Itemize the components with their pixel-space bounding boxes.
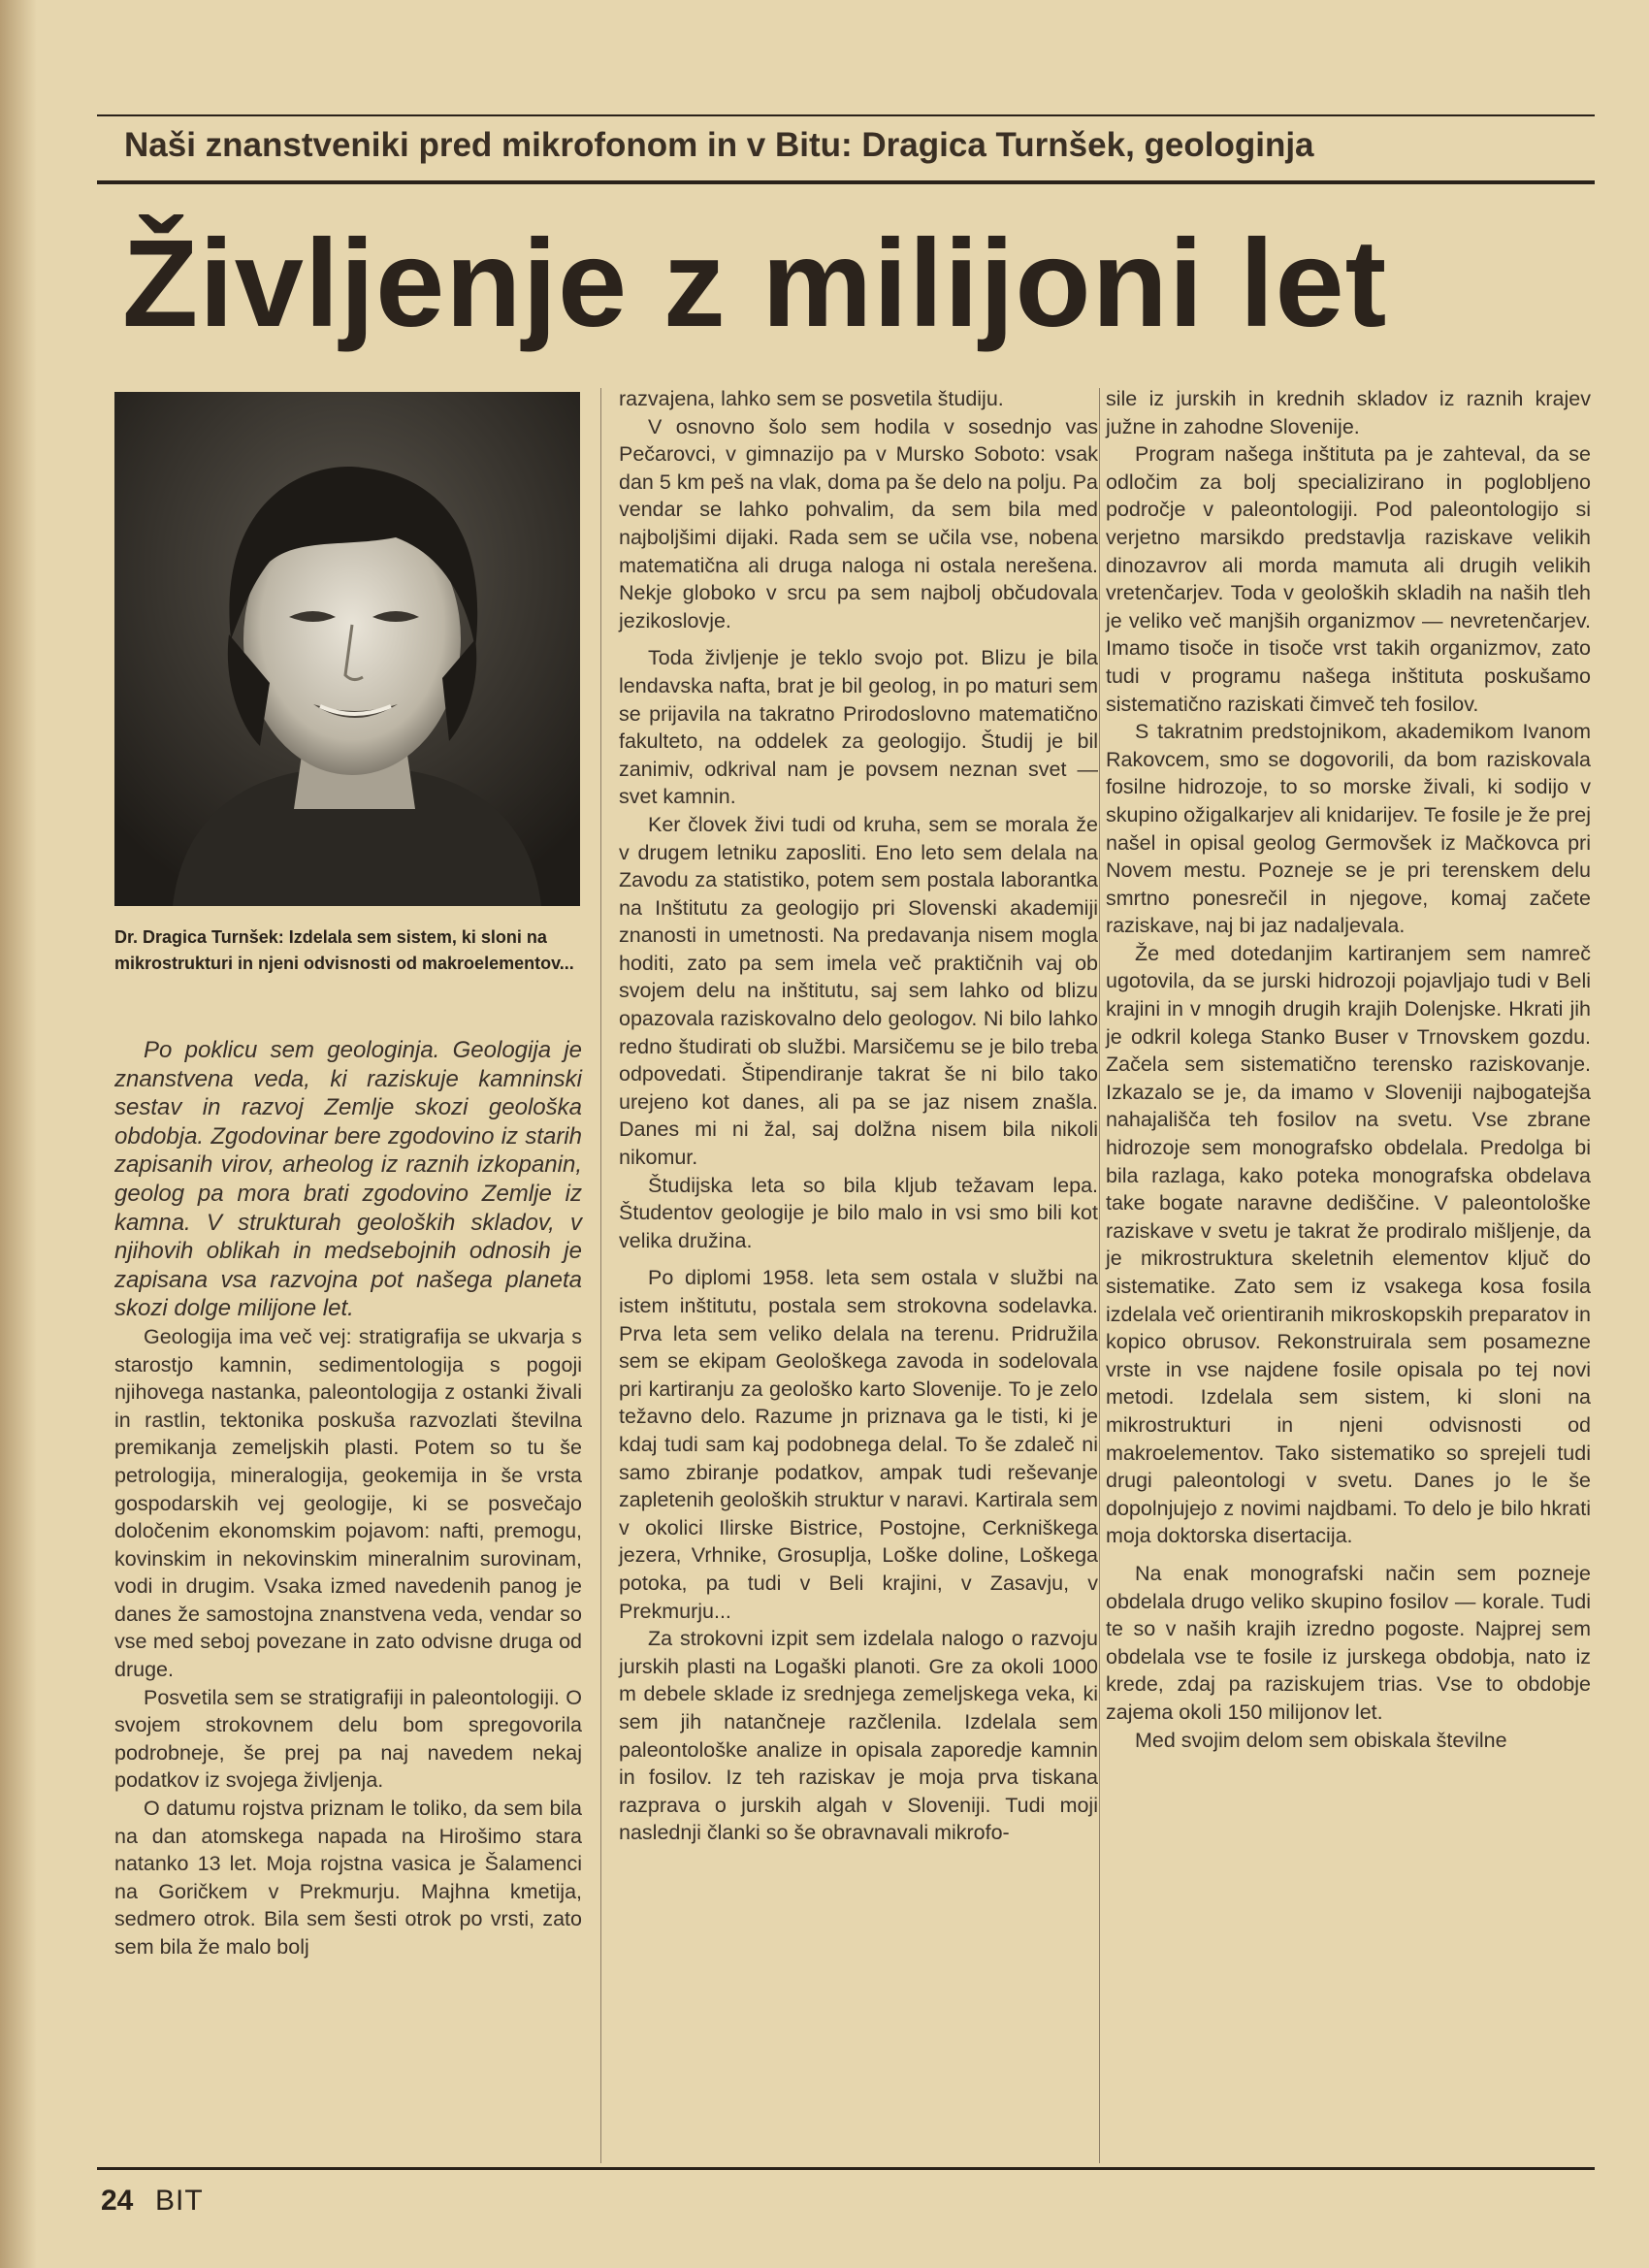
body-paragraph: S takratnim predstojnikom, akademikom Ivanom Rakovcem, smo se dogovorili, da bom raziskovala fosilne hidrozoje, to so morske živali, ki sodijo v skupino ožigalkarjev ali knidarijev. Te fosile je že prej našel in opisal geolog Germovšek iz Mačkovca pri Novem mestu. Pozneje se je pri terenskem delu smrtno ponesrečil in njegove, komaj začete raziskave, naj bi jaz nadaljevala.	[1106, 720, 1591, 938]
publication-name: BIT	[155, 2185, 204, 2217]
body-paragraph: Program našega inštituta pa je zahteval, da se odločim za bolj specializirano in poglobljeno področje v paleontologiji. Pod paleontologijo si verjetno marsikdo predstavlja raziskave velikih dinozavrov ali morda mamuta ali drugih velikih vretenčarjev. Toda v geoloških skladih na naših tleh je veliko več manjših organizmov — nevretenčarjev. Imamo tisoče in tisoče vrst takih organizmov, zato tudi v programu našega inštituta poskušamo sistematično raziskati čimveč teh fosilov.	[1106, 442, 1591, 716]
page-number: 24	[101, 2185, 134, 2217]
column-divider-left	[600, 388, 601, 2163]
magazine-spine-shadow	[0, 0, 37, 2268]
body-paragraph: sile iz jurskih in krednih skladov iz raznih krajev južne in zahodne Slovenije.	[1106, 387, 1591, 438]
series-kicker: Naši znanstveniki pred mikrofonom in v Bitu: Dragica Turnšek, geologinja	[124, 126, 1314, 164]
body-paragraph: Na enak monografski način sem pozneje obdelala drugo veliko skupino fosilov — korale. Tudi te so v naših krajih izredno pogoste. Najprej sem obdelala vse te fosile iz jurskega obdobja, nato iz krede, zdaj pa raziskujem trias. Vse to obdobje zajema okoli 150 milijonov let.	[1106, 1561, 1591, 1724]
top-rule	[97, 114, 1595, 116]
kicker-rule	[97, 180, 1595, 184]
body-paragraph: V osnovno šolo sem hodila v sosednjo vas Pečarovci, v gimnazijo pa v Mursko Soboto: vsak dan 5 km peš na vlak, doma pa še delo na polju. Pa vendar se lahko pohvalim, da sem bila med najboljšimi dijaki. Rada sem se učila vse, nobena matematična ali druga naloga ni ostala nerešena. Nekje globoko v srcu pa sem najbolj občudovala jezikoslovje.	[619, 414, 1098, 632]
article-column-1	[114, 1036, 582, 1961]
body-paragraph: Geologija ima več vej: stratigrafija se ukvarja s starostjo kamnin, sedimentologija s pogoji njihovega nastanka, paleontologija z ostanki živali in rastlin, tektonika poskuša razvozlati številna premikanja zemeljskih plasti. Potem so tu še petrologija, mineralogija, geokemija in še vrsta gospodarskih vej geologije, ki se posvečajo določenim ekonomskim pojavom: nafti, premogu, kovinskim in nekovinskim mineralnim surovinam, vodi in drugim. Vsaka izmed navedenih panog je danes že samostojna znanstvena veda, vendar so vse med seboj povezane in zato odvisne druga od druge.	[114, 1324, 582, 1682]
body-paragraph: Ker človek živi tudi od kruha, sem se morala že v drugem letniku zaposliti. Eno leto sem delala na Zavodu za statistiko, potem sem postala laborantka na Inštitutu za geologijo pri Slovenski akademiji znanosti in umetnosti. Na predavanja nisem mogla hoditi, zato pa sem imela več praktičnih vaj ob svojem delu na inštitutu, saj sem lahko od blizu opazovala raziskovalno delo geologov. Ni bilo lahko redno študirati ob službi. Marsičemu se je bilo treba odpovedati. Štipendiranje takrat še ni bilo tako urejeno kot danes, ali pa se jaz nisem znašla. Danes mi ni žal, saj dolžna nisem bila nikoli nikomur.	[619, 812, 1098, 1170]
body-paragraph: razvajena, lahko sem se posvetila študiju.	[619, 387, 1004, 410]
intro-paragraph: Po poklicu sem geologinja. Geologija je znanstvena veda, ki raziskuje kamninski sestav in razvoj Zemlje skozi geološka obdobja. Zgodovinar bere zgodovino iz starih zapisanih virov, arheolog iz raznih izkopanin, geolog pa mora brati zgodovino Zemlje iz kamna. V strukturah geoloških skladov, v njihovih oblikah in medsebojnih odnosih je zapisana vsa razvojna pot našega planeta skozi dolge milijone let.	[114, 1037, 582, 1322]
body-paragraph: Toda življenje je teklo svojo pot. Blizu je bila lendavska nafta, brat je bil geolog, in po maturi sem se prijavila na takratno Prirodoslovno matematično fakulteto, na oddelek za geologijo. Študij je bil zanimiv, odkrival nam je povsem neznan svet — svet kamnin.	[619, 646, 1098, 809]
article-headline: Življenje z milijoni let	[122, 214, 1388, 353]
body-paragraph: Posvetila sem se stratigrafiji in paleontologiji. O svojem strokovnem delu bom spregovorila podrobneje, še prej pa naj navedem nekaj podatkov iz svojega življenja.	[114, 1685, 582, 1793]
photo-caption: Dr. Dragica Turnšek: Izdelala sem sistem, ki sloni na mikrostrukturi in njeni odvisnosti od makroelementov...	[114, 927, 574, 973]
column-divider-right	[1099, 388, 1100, 2163]
footer-rule	[97, 2167, 1595, 2170]
article-column-2	[619, 385, 1098, 1847]
body-paragraph: Študijska leta so bila kljub težavam lepa. Študentov geologije je bilo malo in vsi smo bili kot velika družina.	[619, 1173, 1098, 1252]
body-paragraph: O datumu rojstva priznam le toliko, da sem bila na dan atomskega napada na Hirošimo stara natanko 13 let. Moja rojstna vasica je Šalamenci na Goričkem v Prekmurju. Majhna kmetija, sedmero otrok. Bila sem šesti otrok po vrsti, zato sem bila že malo bolj	[114, 1797, 582, 1959]
body-paragraph: Po diplomi 1958. leta sem ostala v službi na istem inštitutu, postala sem strokovna sodelavka. Prva leta sem veliko delala na terenu. Pridružila sem se ekipam Geološkega zavoda in sodelovala pri kartiranju za geološko karto Slovenije. To je zelo težavno delo. Razume jn priznava ga le tisti, ki je kdaj tudi sam kaj podobnega delal. To še zdaleč ni samo zbiranje podatkov, ampak tudi reševanje zapletenih geoloških struktur v naravi. Kartirala sem v okolici Ilirske Bistrice, Postojne, Cerkniškega jezera, Vrhnike, Grosuplja, Loške doline, Loškega potoka, pa tudi v Beli krajini, v Zasavju, v Prekmurju...	[619, 1266, 1098, 1623]
body-paragraph: Že med dotedanjim kartiranjem sem namreč ugotovila, da se jurski hidrozoji pojavljajo tudi v Beli krajini in v mnogih drugih krajih Dolenjske. Hkrati jih je odkril kolega Stanko Buser v Trnovskem gozdu. Začela sem sistematično terensko raziskovanje. Izkazalo se je, da imamo v Sloveniji najbogatejša nahajališča teh fosilov na svetu. Vse zbrane hidrozoje sem monografsko obdelala. Predolga bi bila razlaga, kako poteka monografska obdelava take bogate naravne dediščine. V paleontološke raziskave v svetu je takrat že prodiralo mišljenje, da je mikrostruktura skeletnih elementov ključ do sistematike. Zato sem iz vsakega kosa fosila izdelala več orientiranih mikroskopskih preparatov in kopico obrusov. Rekonstruirala sem posamezne vrste in vse najdene fosile opisala po tej novi metodi. Izdelala sem sistem, ki sloni na mikrostrukturi in njeni odvisnosti od makroelementov. Tako sistematiko so sprejeli tudi drugi paleontologi v svetu. Danes jo le še dopolnjujejo z novimi najdbami. To delo je bilo hkrati moja doktorska disertacija.	[1106, 941, 1591, 1548]
article-column-3	[1106, 385, 1591, 1754]
body-paragraph: Med svojim delom sem obiskala številne	[1135, 1728, 1507, 1752]
body-paragraph: Za strokovni izpit sem izdelala nalogo o razvoju jurskih plasti na Logaški planoti. Gre za okoli 1000 m debele sklade iz srednjega zemeljskega veka, ki sem jih natančneje razčlenila. Izdelala sem paleontološke analize in opisala zaporedje kamnin in fosilov. Iz teh raziskav je moja prva tiskana razprava o jurskih algah v Sloveniji. Tudi moji naslednji članki so še obravnavali mikrofo-	[619, 1627, 1098, 1845]
portrait-photo	[114, 392, 580, 906]
